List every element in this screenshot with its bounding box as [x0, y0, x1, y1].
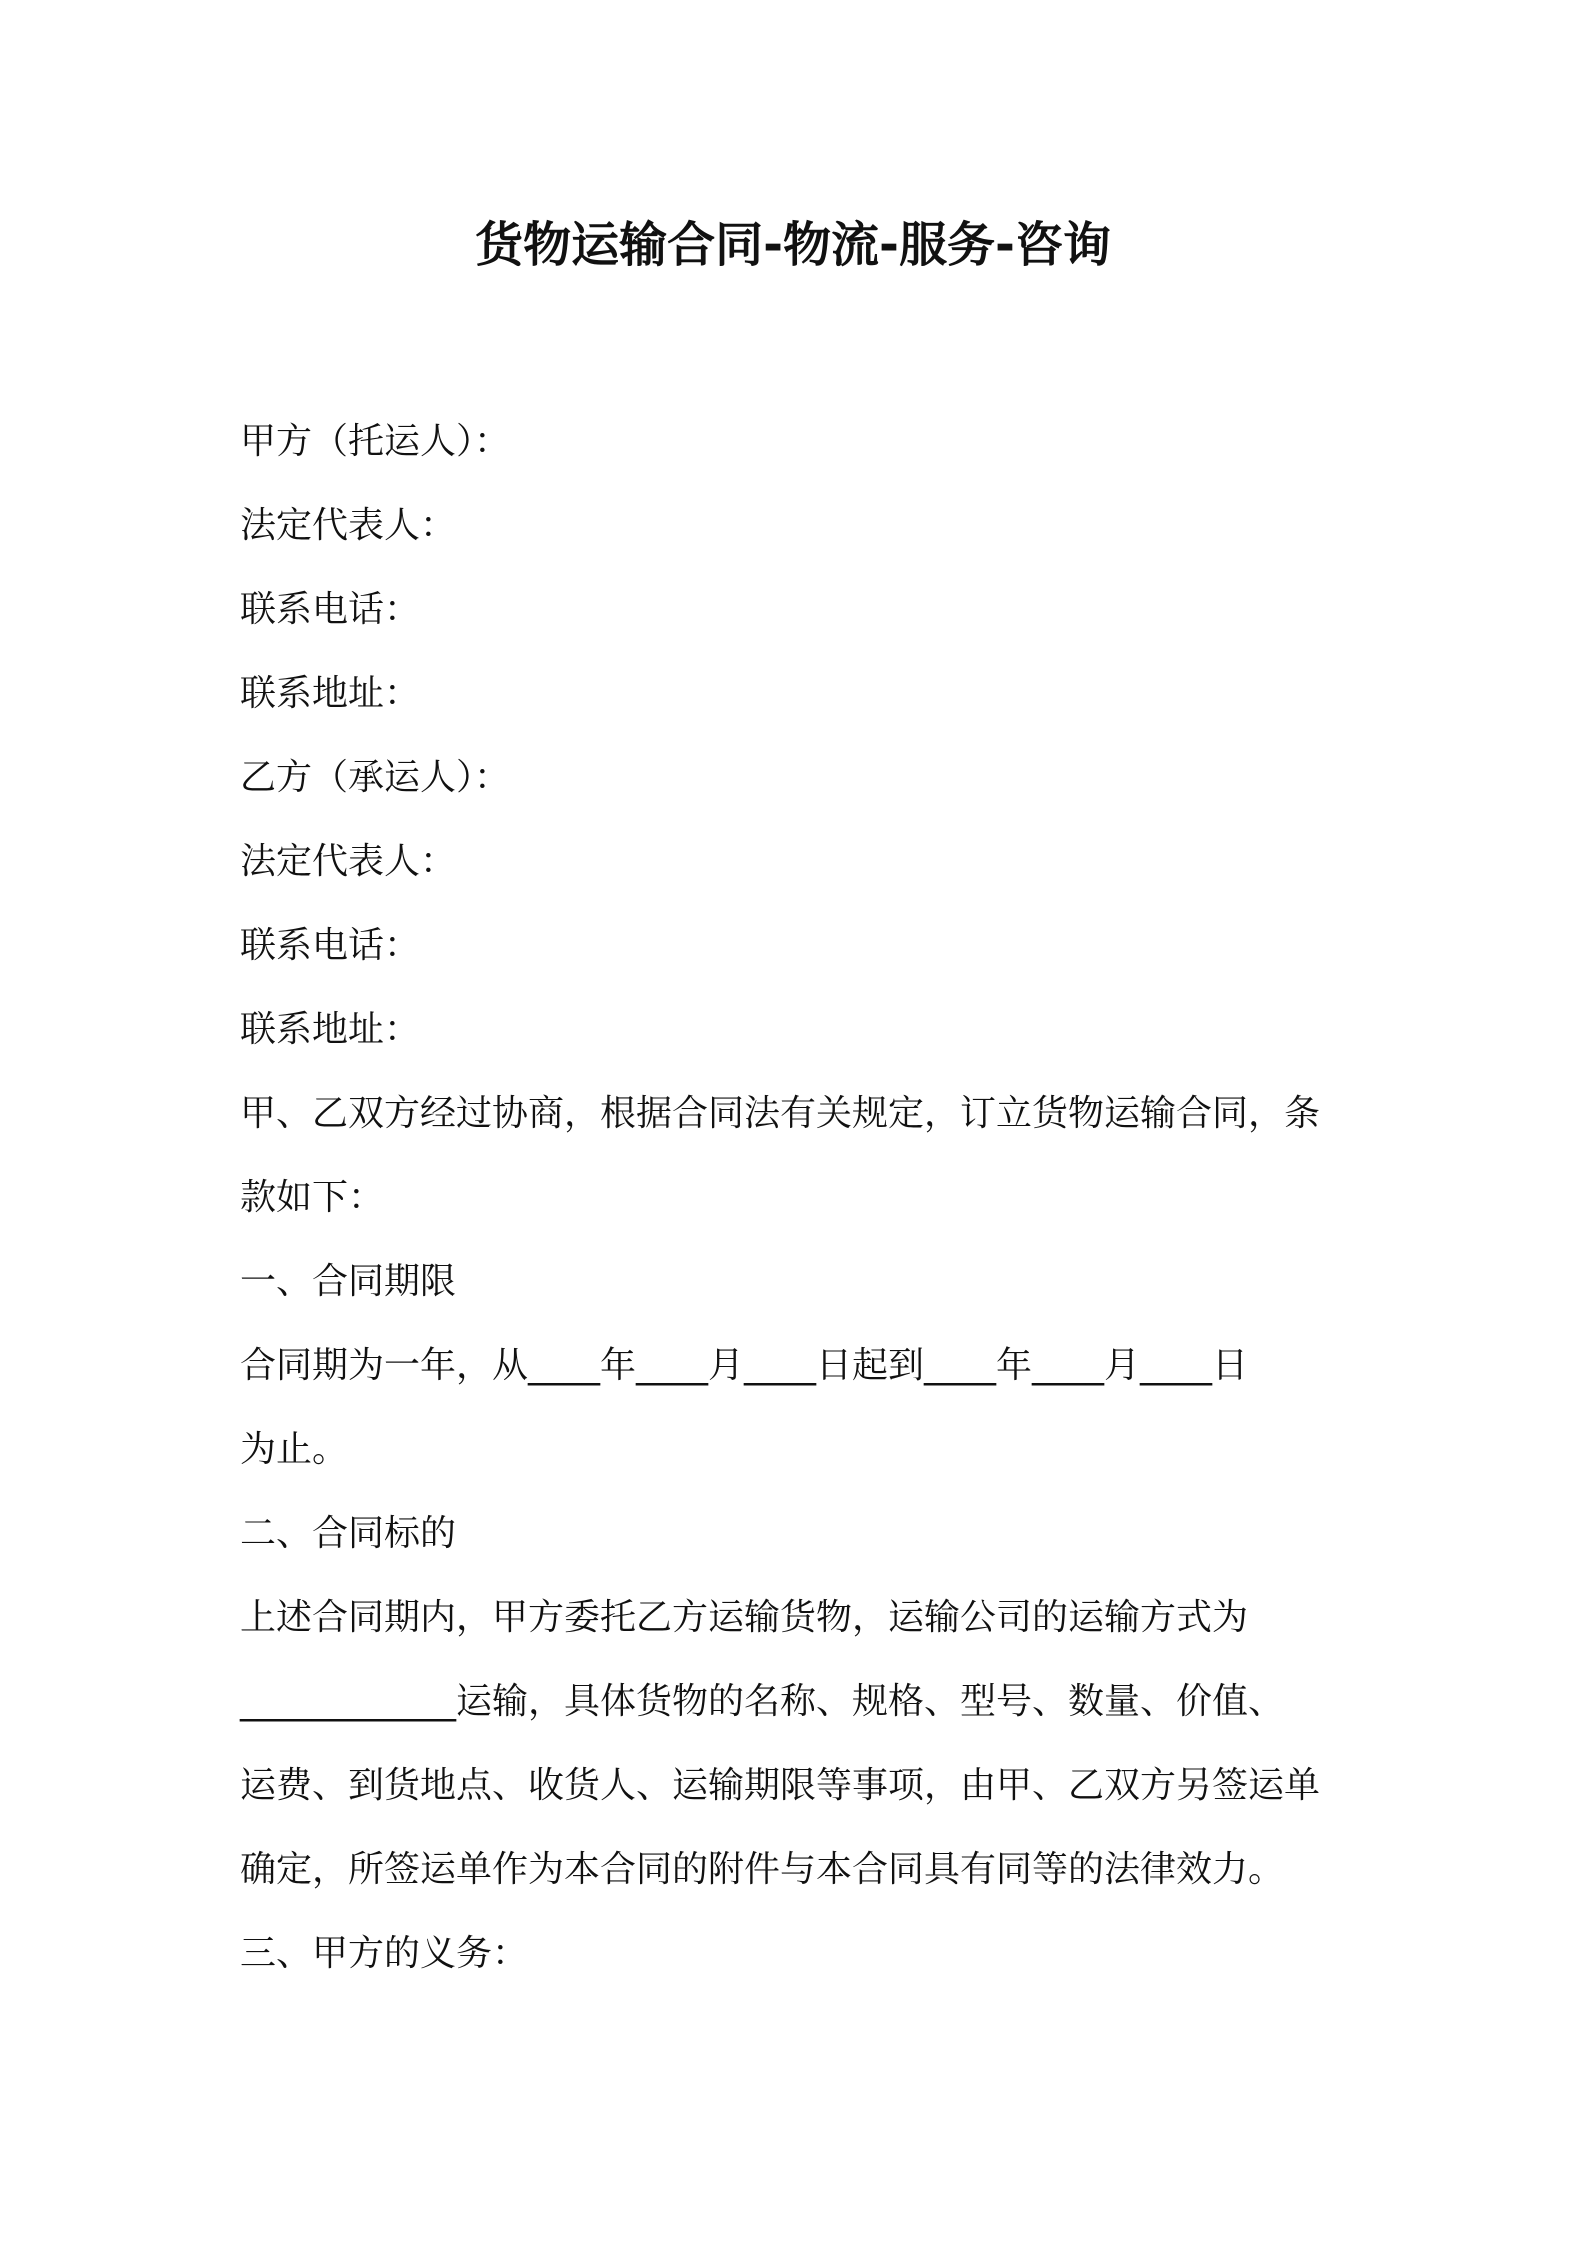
subject-paragraph-line-1: 上述合同期内，甲方委托乙方运输货物，运输公司的运输方式为 — [240, 1597, 1249, 1638]
document-title: 货物运输合同-物流-服务-咨询 — [475, 217, 1111, 273]
term-paragraph-line-2: 为止。 — [240, 1429, 349, 1470]
section-heading-obligations: 三、甲方的义务： — [240, 1933, 529, 1974]
party-a-label: 甲方（托运人）： — [240, 421, 511, 462]
party-a-address: 联系地址： — [240, 673, 421, 714]
party-a-representative: 法定代表人： — [240, 505, 457, 546]
subject-paragraph-line-3: 运费、到货地点、收货人、运输期限等事项，由甲、乙双方另签运单 — [240, 1765, 1321, 1806]
term-paragraph-line-1: 合同期为一年，从____年____月____日起到____年____月____日 — [240, 1345, 1249, 1386]
section-heading-subject: 二、合同标的 — [240, 1513, 457, 1554]
party-b-representative: 法定代表人： — [240, 841, 457, 882]
party-b-address: 联系地址： — [240, 1009, 421, 1050]
subject-paragraph-line-2: ____________运输，具体货物的名称、规格、型号、数量、价值、 — [240, 1681, 1285, 1722]
party-b-phone: 联系电话： — [240, 925, 421, 966]
intro-paragraph-line-1: 甲、乙双方经过协商，根据合同法有关规定，订立货物运输合同，条 — [240, 1093, 1321, 1134]
section-heading-term: 一、合同期限 — [240, 1261, 457, 1302]
subject-paragraph-line-4: 确定，所签运单作为本合同的附件与本合同具有同等的法律效力。 — [240, 1849, 1285, 1890]
party-b-label: 乙方（承运人）： — [240, 757, 511, 798]
document-body — [240, 400, 1360, 1996]
party-a-phone: 联系电话： — [240, 589, 421, 630]
intro-paragraph-line-2: 款如下： — [240, 1177, 385, 1218]
